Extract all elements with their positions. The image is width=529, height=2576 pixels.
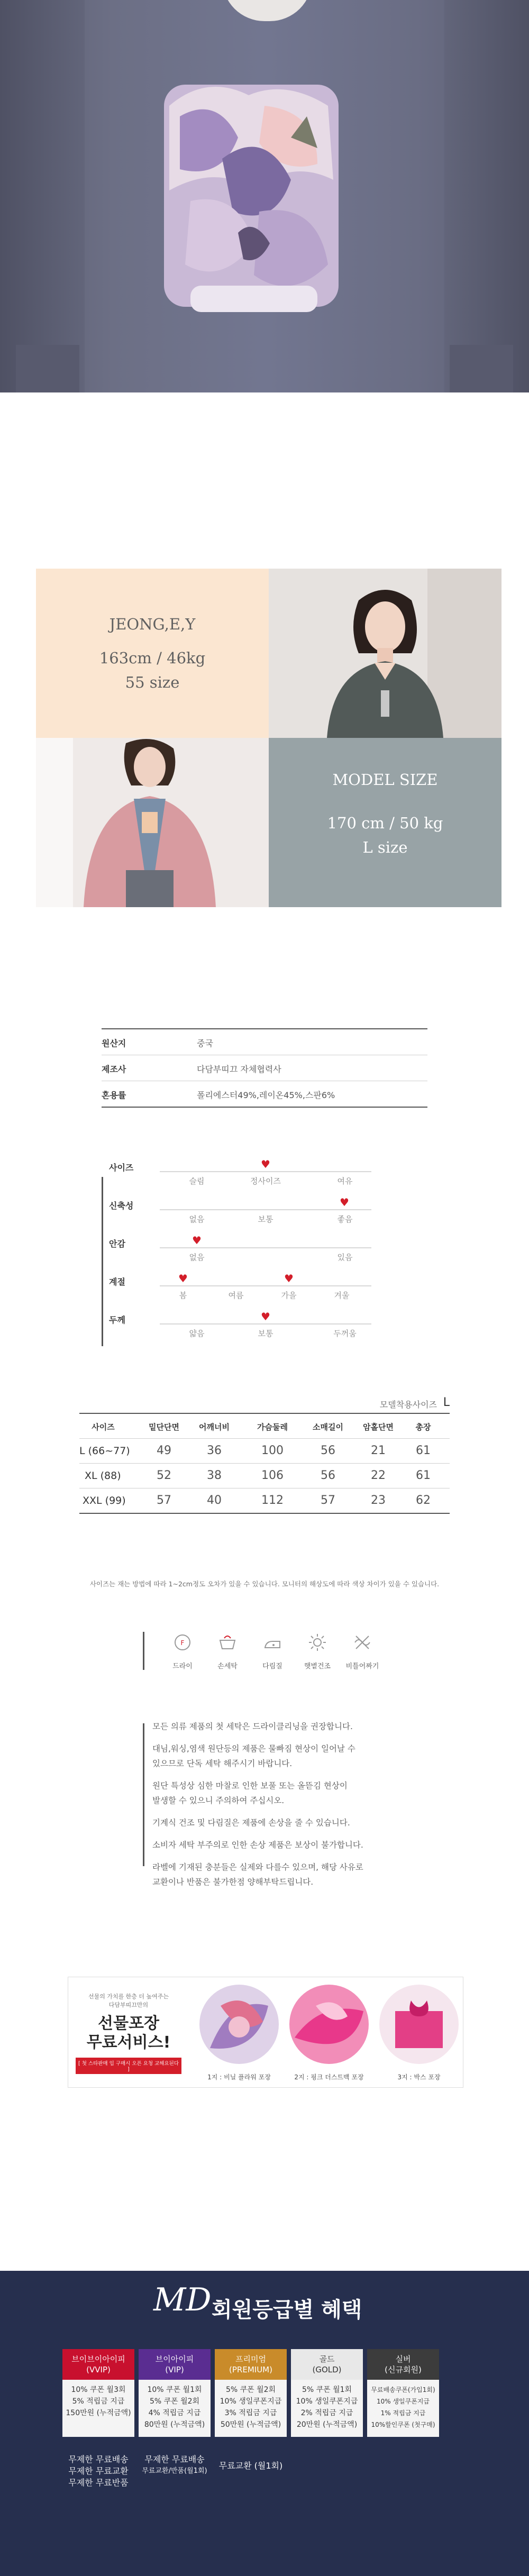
care-note: 교환이나 반품은 불가한점 양해부탁드립니다. — [152, 1877, 314, 1887]
scale-label-stretch: 신축성 — [109, 1201, 134, 1211]
table-row — [79, 1464, 450, 1488]
gift-title: 무료서비스! — [86, 2033, 171, 2052]
size-cell: 61 — [416, 1469, 431, 1482]
scale-option: 두꺼움 — [333, 1329, 357, 1338]
size-header: 사이즈 — [92, 1422, 115, 1432]
tier-footer: 무제한 무료배송 무제한 무료교환 무제한 무료반품 — [68, 2454, 129, 2488]
size-cell: 38 — [207, 1469, 222, 1482]
size-header: 총장 — [415, 1422, 431, 1432]
scale-line — [160, 1285, 371, 1286]
scale-option: 없음 — [189, 1253, 205, 1262]
table-bottom-rule — [102, 1107, 427, 1108]
tier-header: 프리미엄 (PREMIUM) — [215, 2349, 287, 2380]
care-note: 대님,워싱,염색 원단등의 제품은 물빠짐 현상이 일어날 수 — [152, 1744, 355, 1753]
gift-option-photo — [289, 1985, 369, 2064]
size-cell: 36 — [207, 1444, 222, 1457]
membership-title: 회원등급별 혜택 — [212, 2298, 362, 2322]
model2-size-panel — [269, 738, 501, 907]
left-cuff — [16, 345, 79, 392]
table-row — [102, 1055, 427, 1081]
notes-vertical-bar — [143, 1723, 144, 1866]
size-cell: 57 — [321, 1494, 335, 1507]
size-cell: 106 — [261, 1469, 284, 1482]
no-wring-icon — [348, 1632, 377, 1660]
size-row-label: XXL (99) — [83, 1495, 126, 1506]
sun-dry-icon — [303, 1632, 332, 1660]
model1-size: 55 size — [125, 673, 180, 691]
tier-benefits: 5% 쿠폰 월1회 10% 생일쿠폰지급 2% 적립금 지급 20만원 (누적금액) — [291, 2380, 363, 2437]
size-cell: 52 — [157, 1469, 171, 1482]
table-bottom-rule — [79, 1513, 450, 1514]
gift-wrap-banner — [68, 1977, 463, 2088]
size-footnote: 사이즈는 재는 방법에 따라 1~2cm정도 오차가 있을 수 있습니다. 모니터의 해상도에 따라 색상 차이가 있을 수 있습니다. — [89, 1580, 440, 1588]
care-label: 손세탁 — [217, 1662, 238, 1670]
gift-option-photo — [379, 1985, 459, 2064]
tier-benefits: 무료배송쿠폰(가입1회) 10% 생일쿠폰지급 1% 적립금 지급 10%할인쿠폰 (첫구매) — [367, 2380, 439, 2437]
info-value-maker: 다담부띠끄 자체협력사 — [197, 1064, 281, 1074]
care-icons — [143, 1632, 391, 1679]
care-note: 있으므로 단독 세탁 해주시기 바랍니다. — [152, 1759, 293, 1768]
gift-intro: 선물의 가치를 한층 더 높여주는 — [88, 1993, 169, 2000]
tier-gold — [291, 2349, 363, 2437]
care-label: 다림질 — [262, 1662, 282, 1670]
tier-header: 골드 (GOLD) — [291, 2349, 363, 2380]
tier-silver — [367, 2349, 439, 2437]
dry-clean-icon — [168, 1632, 197, 1660]
care-item — [159, 1632, 206, 1670]
table-row — [79, 1439, 450, 1463]
tier-header: 브이아이피 (VIP) — [139, 2349, 211, 2380]
size-cell: 56 — [321, 1469, 335, 1482]
scale-option: 있음 — [337, 1253, 353, 1262]
md-logo: MD — [153, 2281, 212, 2318]
product-photo — [0, 0, 529, 392]
size-cell: 22 — [371, 1469, 386, 1482]
scale-label-thickness: 두께 — [109, 1315, 125, 1325]
size-cell: 57 — [157, 1494, 171, 1507]
info-value-fabric: 폴리에스터49%,레이온45%,스판6% — [197, 1090, 335, 1100]
selected-heart-icon: ♥ — [261, 1310, 270, 1323]
model-size-value: L — [443, 1396, 450, 1409]
hand-wash-icon — [213, 1632, 242, 1660]
size-header: 어깨너비 — [199, 1422, 230, 1432]
gift-option-caption: 3지 : 박스 포장 — [397, 2073, 441, 2081]
membership-benefits — [0, 2271, 529, 2576]
tier-vvip — [62, 2349, 134, 2437]
tier-footer: 무료교환 (월1회) — [218, 2461, 283, 2471]
gift-option-photo — [199, 1985, 279, 2064]
model2-photo — [36, 738, 269, 907]
scale-option: 얇음 — [189, 1329, 205, 1338]
size-cell: 100 — [261, 1444, 284, 1457]
size-header: 소매길이 — [313, 1422, 343, 1432]
model1-height-weight: 163cm / 46kg — [99, 649, 206, 667]
size-table — [79, 1394, 450, 1514]
model2-height-weight: 170 cm / 50 kg — [327, 814, 443, 832]
info-label-maker: 제조사 — [102, 1064, 126, 1074]
model1-size-panel — [36, 569, 269, 738]
tier-footer: 무제한 무료배송 무료교환/반품(월1회) — [142, 2454, 207, 2475]
care-note: 소비자 세탁 부주의로 인한 손상 제품은 보상이 불가합니다. — [152, 1840, 363, 1850]
scale-label-size: 사이즈 — [109, 1163, 134, 1173]
table-row — [79, 1488, 450, 1513]
scale-option: 없음 — [189, 1214, 205, 1224]
scale-line — [160, 1247, 371, 1248]
care-note: 라벨에 기재된 충분들은 실제와 다를수 있으며, 해당 사유로 — [152, 1862, 363, 1872]
scale-vertical-bar — [102, 1177, 103, 1346]
scale-option: 보통 — [258, 1214, 273, 1224]
tier-benefits: 5% 쿠폰 월2회 10% 생일쿠폰지급 3% 적립금 지급 50만원 (누적금액) — [215, 2380, 287, 2437]
iron-icon — [258, 1632, 287, 1660]
table-row — [102, 1029, 427, 1055]
care-item — [339, 1632, 386, 1670]
size-cell: 61 — [416, 1444, 431, 1457]
care-vertical-bar — [143, 1632, 144, 1670]
tier-vip — [139, 2349, 211, 2437]
size-cell: 112 — [261, 1494, 284, 1507]
info-value-origin: 중국 — [197, 1038, 213, 1048]
gift-title: 선물포장 — [98, 2014, 159, 2033]
size-header: 가슴둘레 — [257, 1422, 288, 1432]
gift-intro: 다담부띠끄만의 — [108, 2002, 149, 2008]
size-row-label: XL (88) — [85, 1470, 121, 1482]
scale-option: 여유 — [337, 1176, 353, 1186]
scale-option: 정사이즈 — [250, 1176, 281, 1186]
care-note: 발생할 수 있으니 주의하여 주십시오. — [152, 1796, 285, 1805]
scale-option: 가을 — [281, 1291, 297, 1300]
size-cell: 49 — [157, 1444, 171, 1457]
care-label: 햇볕건조 — [304, 1662, 331, 1670]
care-label: 드라이 — [172, 1662, 193, 1670]
fit-scale-chart — [102, 1158, 427, 1354]
product-info-table — [102, 1028, 427, 1108]
model1-photo — [269, 569, 501, 738]
tier-header: 브이브이아이피 (VVIP) — [62, 2349, 134, 2380]
care-item — [249, 1632, 296, 1670]
table-row — [102, 1081, 427, 1107]
selected-heart-icon: ♥ — [340, 1196, 349, 1209]
size-header: 암홀단면 — [363, 1422, 394, 1432]
floral-print-graphic — [159, 74, 349, 317]
size-table-header — [79, 1414, 450, 1438]
care-note: 원단 특성상 심한 마찰로 인한 보풀 또는 올뜯김 현상이 — [152, 1781, 348, 1791]
size-cell: 21 — [371, 1444, 386, 1457]
scale-option: 봄 — [179, 1291, 187, 1300]
left-sleeve — [0, 0, 85, 392]
care-item — [294, 1632, 341, 1670]
gift-note: [ 첫 스타판매 입 구매시 오픈 요청 교해요된다 ] — [76, 2058, 181, 2074]
size-cell: 56 — [321, 1444, 335, 1457]
care-item — [204, 1632, 251, 1670]
tier-benefits: 10% 쿠폰 월3회 5% 적립금 지급 150만원 (누적금액) — [62, 2380, 134, 2437]
model-size-note: 모델착용사이즈 — [379, 1400, 437, 1410]
scale-line — [160, 1209, 371, 1210]
care-label: 비틀어짜기 — [345, 1662, 379, 1670]
info-label-fabric: 혼용률 — [102, 1090, 126, 1100]
info-label-origin: 원산지 — [102, 1038, 126, 1048]
size-header: 밑단단면 — [149, 1422, 179, 1432]
selected-heart-icon: ♥ — [284, 1272, 294, 1285]
right-sleeve — [444, 0, 529, 392]
scale-option: 여름 — [228, 1291, 244, 1300]
size-cell: 62 — [416, 1494, 431, 1507]
scale-option: 겨울 — [334, 1291, 350, 1300]
scale-line — [160, 1171, 371, 1172]
scale-option: 보통 — [258, 1329, 273, 1338]
size-row-label: L (66~77) — [79, 1445, 130, 1457]
selected-heart-icon: ♥ — [261, 1158, 270, 1171]
scale-label-season: 계절 — [109, 1277, 125, 1287]
model2-title: MODEL SIZE — [332, 771, 438, 789]
scale-label-lining: 안감 — [109, 1239, 125, 1249]
scale-line — [160, 1323, 371, 1324]
tier-premium — [215, 2349, 287, 2437]
svg-text:F: F — [180, 1639, 185, 1647]
gift-option-caption: 2지 : 핑크 더스트백 포장 — [294, 2073, 364, 2081]
care-note: 기계식 건조 및 다림질은 제품에 손상을 줄 수 있습니다. — [152, 1818, 350, 1828]
model1-name: JEONG,E,Y — [109, 615, 196, 633]
scale-option: 슬림 — [189, 1176, 205, 1186]
tier-benefits: 10% 쿠폰 월1회 5% 쿠폰 월2회 4% 적립금 지급 80만원 (누적금액) — [139, 2380, 211, 2437]
gift-option-caption: 1지 : 비닐 플라워 포장 — [207, 2073, 271, 2081]
size-cell: 40 — [207, 1494, 222, 1507]
tier-header: 실버 (신규회원) — [367, 2349, 439, 2380]
selected-heart-icon: ♥ — [192, 1234, 202, 1247]
right-cuff — [450, 345, 513, 392]
selected-heart-icon: ♥ — [178, 1272, 188, 1285]
model2-size: L size — [362, 838, 408, 856]
size-cell: 23 — [371, 1494, 386, 1507]
scale-option: 좋음 — [337, 1214, 353, 1224]
care-note: 모든 의류 제품의 첫 세탁은 드라이클리닝을 권장합니다. — [152, 1722, 353, 1731]
